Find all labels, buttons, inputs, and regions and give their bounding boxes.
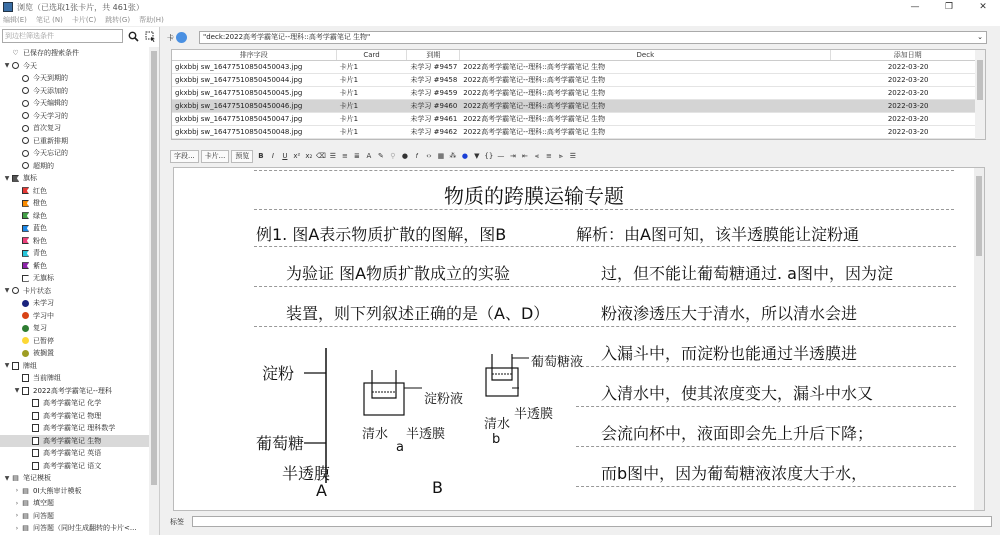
deck-icon <box>31 436 40 445</box>
close-button[interactable]: ✕ <box>979 2 987 12</box>
clock-icon <box>21 74 30 83</box>
sidebar-item-label: 旗标 <box>23 174 37 183</box>
sidebar-item[interactable] <box>0 185 149 198</box>
chevron-right-icon[interactable]: › <box>15 512 19 520</box>
sidebar-item-label: 复习 <box>33 324 47 333</box>
label-membrane: 半透膜 <box>282 464 331 483</box>
chevron-down-icon[interactable]: ▼ <box>4 287 10 295</box>
circle-icon <box>11 286 20 295</box>
sidebar-item[interactable] <box>0 222 149 235</box>
horizontal-rule-icon[interactable]: — <box>497 151 505 160</box>
created-cell: 2022-03-20 <box>887 76 929 84</box>
dot-icon <box>21 349 30 358</box>
sidebar-item-label: 今天编辑的 <box>33 99 68 108</box>
deck-cell: 2022高考学霸笔记--理科::高考学霸笔记 生物 <box>463 128 606 136</box>
clock-icon <box>11 61 20 70</box>
label-fig-a: A <box>316 481 327 500</box>
sidebar-item[interactable] <box>0 160 149 173</box>
sidebar-item-label: 当前牌组 <box>33 374 61 383</box>
deck-cell: 2022高考学霸笔记--理科::高考学霸笔记 生物 <box>463 102 606 110</box>
label-membrane-a: 半透膜 <box>406 427 446 442</box>
table-scrollbar[interactable] <box>975 50 985 140</box>
sidebar-item-label: 高考学霸笔记 化学 <box>43 399 102 408</box>
sidebar-item[interactable] <box>0 472 149 485</box>
clock-icon <box>21 111 30 120</box>
attachment-icon[interactable]: ⚲ <box>390 151 396 160</box>
clock-icon <box>21 149 30 158</box>
dot-icon <box>21 299 30 308</box>
menu-bar <box>0 14 1000 26</box>
formula-icon[interactable]: 𝑓 <box>415 151 418 160</box>
sidebar-item[interactable] <box>0 397 149 410</box>
notetype-icon: ▤ <box>22 486 29 495</box>
window-titlebar <box>0 0 1000 14</box>
sidebar-item[interactable] <box>0 210 149 223</box>
sidebar-item-label: 绿色 <box>33 211 47 220</box>
table-row[interactable] <box>172 113 985 126</box>
chevron-right-icon[interactable]: › <box>15 487 19 495</box>
clock-icon <box>21 99 30 108</box>
column-header-due[interactable]: 到期 <box>407 50 460 60</box>
editor-scrollbar[interactable] <box>974 168 984 511</box>
sidebar-item[interactable] <box>0 147 149 160</box>
indent-icon[interactable]: ⇥ <box>509 151 516 160</box>
sidebar-item-label: 首次复习 <box>33 124 61 133</box>
right-line-7: 而b图中，因为葡萄糖液浓度大于水， <box>601 464 868 483</box>
sidebar-item-label: 青色 <box>33 249 47 258</box>
label-water-b: 清水 <box>484 417 511 432</box>
sidebar-item[interactable] <box>0 97 149 110</box>
left-line-1: 例1. 图A表示物质扩散的图解，图B <box>256 225 507 244</box>
sidebar-item-label: 今天学习的 <box>33 111 68 120</box>
sidebar-item[interactable] <box>0 285 149 298</box>
chevron-down-icon[interactable]: ▼ <box>4 62 10 70</box>
label-glucose-solution: 葡萄糖液 <box>531 355 584 370</box>
created-cell: 2022-03-20 <box>887 115 929 123</box>
table-row[interactable] <box>172 74 985 87</box>
table-row[interactable] <box>172 100 985 113</box>
created-cell: 2022-03-20 <box>887 63 929 71</box>
sidebar-item[interactable] <box>0 460 149 473</box>
sort-field-cell: gkxbbj sw_16477510850450046.jpg <box>175 102 303 110</box>
cards-button[interactable]: 卡片... <box>201 150 230 163</box>
tags-label: 标签 <box>170 517 184 526</box>
sidebar-item-label: 蓝色 <box>33 224 47 233</box>
sort-field-cell: gkxbbj sw_16477510850450043.jpg <box>175 63 303 71</box>
superscript-icon[interactable]: x² <box>293 151 301 160</box>
notetype-icon: ▤ <box>12 474 19 483</box>
sidebar-item[interactable] <box>0 310 149 323</box>
sidebar-item-label: 问答题 <box>33 511 54 520</box>
menu-go[interactable]: 跳转(G) <box>105 16 131 24</box>
sidebar-item-label: 红色 <box>33 186 47 195</box>
due-cell: 未学习 #9457 <box>410 63 458 71</box>
deck-icon <box>31 424 40 433</box>
chevron-down-icon[interactable]: ⌄ <box>977 33 983 41</box>
table-row[interactable] <box>172 87 985 100</box>
menu-edit[interactable]: 编辑(E) <box>3 16 27 24</box>
note-title: 物质的跨膜运输专题 <box>444 184 624 208</box>
sidebar-item[interactable] <box>0 372 149 385</box>
italic-icon[interactable]: I <box>271 151 274 160</box>
clock-icon <box>21 86 30 95</box>
deck-cell: 2022高考学霸笔记--理科::高考学霸笔记 生物 <box>463 115 606 123</box>
main-panel <box>167 27 1000 535</box>
sidebar-search-input[interactable]: 到边栏筛选条件 <box>2 29 123 43</box>
sidebar-item[interactable] <box>0 485 149 498</box>
braces-icon[interactable]: {} <box>484 151 494 160</box>
sidebar-item-label: 未学习 <box>33 299 54 308</box>
menu-help[interactable]: 帮助(H) <box>139 16 164 24</box>
flag-icon <box>21 211 30 220</box>
sidebar-item[interactable] <box>0 272 149 285</box>
sidebar-item-label: 超期的 <box>33 161 54 170</box>
sidebar-item-label: 0I大熊审计模板 <box>33 486 82 495</box>
chevron-down-icon[interactable]: ▼ <box>4 174 10 182</box>
sidebar-item-label: 橙色 <box>33 199 47 208</box>
sidebar-item-label: 今天忘记的 <box>33 149 68 158</box>
sidebar-item-label: 2022高考学霸笔记--理科 <box>33 386 112 395</box>
record-audio-icon[interactable]: ● <box>401 151 408 160</box>
label-b: b <box>492 432 501 447</box>
sort-field-cell: gkxbbj sw_16477510850450044.jpg <box>175 76 303 84</box>
fields-button[interactable]: 字段... <box>170 150 199 163</box>
heart-icon: ♡ <box>12 49 19 58</box>
table-icon[interactable]: ▦ <box>437 151 445 160</box>
sidebar-item-label: 填空题 <box>33 499 54 508</box>
select-tool-icon[interactable] <box>143 29 157 43</box>
card-cell: 卡片1 <box>339 63 359 71</box>
sidebar-item[interactable] <box>0 435 149 448</box>
outdent-icon[interactable]: ⇤ <box>521 151 528 160</box>
search-query-text: "deck:2022高考学霸笔记--理科::高考学霸笔记 生物" <box>203 33 371 41</box>
sort-field-cell: gkxbbj sw_16477510850450048.jpg <box>175 128 303 136</box>
editor-toolbar <box>170 148 986 164</box>
align-right-icon[interactable]: ⫸ <box>558 151 563 160</box>
card-cell: 卡片1 <box>339 128 359 136</box>
sidebar-item[interactable] <box>0 247 149 260</box>
flag-icon <box>21 249 30 258</box>
preview-button[interactable]: 预览 <box>231 150 253 163</box>
deck-cell: 2022高考学霸笔记--理科::高考学霸笔记 生物 <box>463 63 606 71</box>
html-editor-icon[interactable]: ‹› <box>426 151 432 160</box>
sidebar-item[interactable] <box>0 110 149 123</box>
sidebar-item[interactable] <box>0 60 149 73</box>
table-row[interactable] <box>172 61 985 74</box>
underline-icon[interactable]: U <box>282 151 288 160</box>
align-center-icon[interactable]: ≡ <box>545 151 552 160</box>
chevron-down-icon[interactable]: ▼ <box>14 387 20 395</box>
sidebar-item[interactable] <box>0 122 149 135</box>
text-color-icon[interactable]: A <box>366 151 372 160</box>
column-header-card[interactable]: Card <box>337 50 408 60</box>
card-cell: 卡片1 <box>339 89 359 97</box>
tags-input[interactable] <box>192 516 992 527</box>
search-icon[interactable] <box>126 29 140 43</box>
sidebar-item[interactable] <box>0 72 149 85</box>
flag-icon <box>11 174 20 183</box>
due-cell: 未学习 #9458 <box>410 76 458 84</box>
sidebar-item-label: 高考学霸笔记 物理 <box>43 411 102 420</box>
toggle-label: 卡 <box>167 33 174 42</box>
numbered-list-icon[interactable]: ≡ <box>341 151 348 160</box>
chevron-right-icon[interactable]: › <box>15 524 19 532</box>
chevron-right-icon[interactable]: › <box>15 499 19 507</box>
deck-icon <box>31 411 40 420</box>
dot-icon <box>21 311 30 320</box>
flag-icon <box>21 186 30 195</box>
sidebar-item-label: 今天到期的 <box>33 74 68 83</box>
due-cell: 未学习 #9461 <box>410 115 458 123</box>
sidebar-item[interactable] <box>0 335 149 348</box>
sort-field-cell: gkxbbj sw_16477510850450045.jpg <box>175 89 303 97</box>
sidebar-item[interactable] <box>0 410 149 423</box>
triangle-icon[interactable]: ▼ <box>474 151 480 160</box>
deck-icon <box>21 386 30 395</box>
flag-icon <box>21 236 30 245</box>
sidebar-item[interactable] <box>0 47 149 60</box>
chevron-down-icon[interactable]: ▼ <box>4 362 10 370</box>
label-membrane-b: 半透膜 <box>514 407 554 422</box>
sidebar-item-label: 无旗标 <box>33 274 54 283</box>
clock-icon <box>21 136 30 145</box>
note-field-image[interactable] <box>173 167 985 511</box>
notetype-icon: ▤ <box>22 499 29 508</box>
due-cell: 未学习 #9460 <box>410 102 458 110</box>
highlight-icon[interactable]: ✎ <box>377 151 384 160</box>
sidebar-item-label: 学习中 <box>33 311 54 320</box>
sidebar-item-label: 紫色 <box>33 261 47 270</box>
due-cell: 未学习 #9459 <box>410 89 458 97</box>
dot-icon <box>21 324 30 333</box>
dot-icon <box>21 336 30 345</box>
right-line-6: 会流向杯中，液面即会先上升后下降； <box>601 424 874 443</box>
app-icon <box>3 2 13 12</box>
left-line-3: 装置，则下列叙述正确的是（A、D） <box>286 304 550 323</box>
sidebar-item[interactable] <box>0 172 149 185</box>
card-cell: 卡片1 <box>339 115 359 123</box>
sidebar <box>0 27 160 535</box>
sidebar-item[interactable] <box>0 260 149 273</box>
sidebar-item-label: 已保存的搜索条件 <box>23 49 79 58</box>
menu-notes[interactable]: 笔记 (N) <box>35 16 63 24</box>
label-a: a <box>396 440 404 455</box>
restore-button[interactable]: ❐ <box>944 2 954 12</box>
sidebar-item[interactable] <box>0 447 149 460</box>
notetype-icon: ▤ <box>22 524 29 533</box>
search-query-input[interactable] <box>199 31 987 44</box>
sort-field-cell: gkxbbj sw_16477510850450047.jpg <box>175 115 303 123</box>
minimize-button[interactable]: — <box>910 2 920 12</box>
sidebar-item-label: 牌组 <box>23 361 37 370</box>
sidebar-item[interactable] <box>0 422 149 435</box>
label-glucose: 葡萄糖 <box>256 434 305 453</box>
sidebar-item-label: 已暂停 <box>33 336 54 345</box>
bold-icon[interactable]: B <box>258 151 264 160</box>
sidebar-item[interactable] <box>0 235 149 248</box>
toggle-knob <box>176 32 187 43</box>
sidebar-item[interactable] <box>0 385 149 398</box>
sidebar-item[interactable] <box>0 135 149 148</box>
label-starch-solution: 淀粉液 <box>424 392 464 407</box>
sidebar-item[interactable] <box>0 297 149 310</box>
table-row[interactable] <box>172 126 985 139</box>
column-header-deck[interactable]: Deck <box>460 50 831 60</box>
sidebar-item[interactable] <box>0 322 149 335</box>
deck-cell: 2022高考学霸笔记--理科::高考学霸笔记 生物 <box>463 76 606 84</box>
sidebar-item-label: 高考学霸笔记 语文 <box>43 461 102 470</box>
sidebar-item-label: 问答题（同时生成翻转的卡片<... <box>33 524 137 533</box>
subscript-icon[interactable]: x₂ <box>305 151 313 160</box>
created-cell: 2022-03-20 <box>887 128 929 136</box>
created-cell: 2022-03-20 <box>887 102 929 110</box>
label-starch: 淀粉 <box>262 364 295 383</box>
justify-icon[interactable]: ☰ <box>569 151 577 160</box>
sidebar-item[interactable] <box>0 197 149 210</box>
clock-icon <box>21 124 30 133</box>
sidebar-item-label: 粉色 <box>33 236 47 245</box>
flag-icon <box>21 199 30 208</box>
deck-cell: 2022高考学霸笔记--理科::高考学霸笔记 生物 <box>463 89 606 97</box>
notetype-icon: ▤ <box>22 511 29 520</box>
right-line-5: 入清水中，使其浓度变大，漏斗中水又 <box>601 384 874 403</box>
column-header-sort-field[interactable]: 排序字段 <box>172 50 337 60</box>
sidebar-item[interactable] <box>0 497 149 510</box>
due-cell: 未学习 #9462 <box>410 128 458 136</box>
sidebar-item-label: 高考学霸笔记 生物 <box>43 436 102 445</box>
sidebar-item[interactable] <box>0 510 149 523</box>
card-cell: 卡片1 <box>339 76 359 84</box>
sidebar-scrollbar[interactable] <box>149 47 159 535</box>
format-painter-icon[interactable]: ⁂ <box>449 151 457 160</box>
deck-icon <box>31 449 40 458</box>
deck-icon <box>11 361 20 370</box>
align-left-icon[interactable]: ⫷ <box>534 151 539 160</box>
deck-icon <box>31 399 40 408</box>
sidebar-item[interactable] <box>0 85 149 98</box>
flag-icon <box>21 224 30 233</box>
sidebar-item-label: 今天添加的 <box>33 86 68 95</box>
sidebar-item-label: 今天 <box>23 61 37 70</box>
sidebar-item-label: 卡片状态 <box>23 286 51 295</box>
created-cell: 2022-03-20 <box>887 89 929 97</box>
card-cell: 卡片1 <box>339 102 359 110</box>
label-water-a: 清水 <box>362 427 389 442</box>
card-table <box>171 49 986 140</box>
sidebar-item-label: 被搁置 <box>33 349 54 358</box>
flag-icon <box>21 274 30 283</box>
sidebar-item-label: 高考学霸笔记 理科数学 <box>43 424 116 433</box>
chevron-down-icon[interactable]: ▼ <box>4 474 10 482</box>
sidebar-tree <box>0 47 149 535</box>
label-fig-b: B <box>432 478 443 497</box>
right-line-2: 过，但不能让葡萄糖通过. a图中，因为淀 <box>601 264 893 283</box>
sidebar-item-label: 高考学霸笔记 英语 <box>43 449 102 458</box>
sidebar-item[interactable] <box>0 347 149 360</box>
card-note-toggle[interactable] <box>167 32 193 43</box>
left-line-2: 为验证 图A物质扩散成立的实验 <box>286 264 511 283</box>
right-line-1: 解析：由A图可知，该半透膜能让淀粉通 <box>576 225 859 244</box>
column-header-created[interactable]: 添加日期 <box>831 50 985 60</box>
window-title: 浏览（已选取1张卡片，共 461张） <box>17 2 144 12</box>
right-line-3: 粉液渗透压大于清水，所以清水会进 <box>601 304 858 323</box>
bullet-list-icon[interactable]: ☰ <box>329 151 337 160</box>
clock-icon <box>21 161 30 170</box>
deck-icon <box>31 461 40 470</box>
sidebar-item-label: 已重新排期 <box>33 136 68 145</box>
eraser-icon[interactable]: ⌫ <box>315 151 326 160</box>
deck-icon <box>21 374 30 383</box>
sidebar-item-label: 笔记模板 <box>23 474 51 483</box>
menu-cards[interactable]: 卡片(C) <box>71 16 97 24</box>
flag-icon <box>21 261 30 270</box>
sidebar-item[interactable] <box>0 360 149 373</box>
right-line-4: 入漏斗中，而淀粉也能通过半透膜进 <box>601 344 858 363</box>
sidebar-item[interactable] <box>0 522 149 535</box>
align-icon[interactable]: ≣ <box>353 151 360 160</box>
color-dot-icon[interactable]: ● <box>461 151 468 160</box>
